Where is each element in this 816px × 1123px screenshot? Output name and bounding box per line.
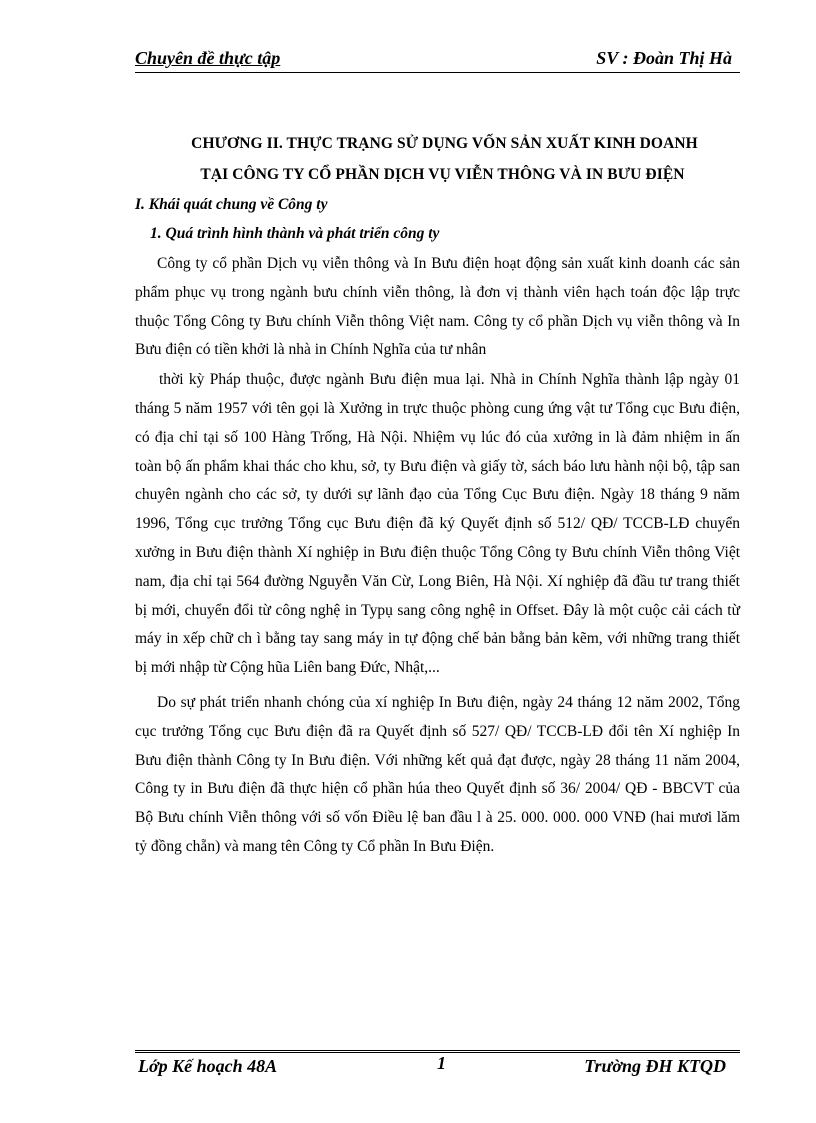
footer-university: Trường ĐH KTQD (584, 1056, 726, 1076)
page-number: 1 (437, 1053, 446, 1073)
chapter-title-line-2: TẠI CÔNG TY CỔ PHẦN DỊCH VỤ VIỄN THÔNG VÀ IN BƯU ĐIỆN (200, 166, 685, 183)
paragraph-3: Do sự phát triển nhanh chóng của xí nghiệp In Bưu điện, ngày 24 tháng 12 năm 2002, Tổng cục trưởng Tổng cục Bưu điện đã ra Quyết định số 527/ QĐ/ TCCB-LĐ đổi tên Xí nghiệp In Bưu điện thành Công ty In Bưu điện. Với những kết quả đạt được, ngày 28 tháng 11 năm 2004, Công ty in Bưu điện đã thực hiện cổ phần húa theo Quyết định số 36/ 2004/ QĐ - BBCVT của Bộ Bưu chính Viễn thông với số vốn Điều lệ ban đầu l à 25. 000. 000. 000 VNĐ (hai mươi lăm tỷ đồng chẵn) và mang tên Công ty Cổ phần In Bưu Điện. (135, 693, 740, 855)
footer-class-name: Lớp Kế hoạch 48A (138, 1056, 278, 1076)
page-header (135, 48, 740, 72)
header-rule (135, 72, 740, 73)
chapter-title (135, 128, 740, 190)
page-footer (135, 1050, 740, 1080)
chapter-title-line-1: CHƯƠNG II. THỰC TRẠNG SỬ DỤNG VỐN SẢN XUẤT KINH DOANH (191, 135, 698, 152)
header-document-type: Chuyên đề thực tập (135, 48, 281, 68)
section-heading: I. Khái quát chung về Công ty (135, 196, 328, 213)
header-student-name: SV : Đoàn Thị Hà (596, 48, 732, 68)
paragraph-1: Công ty cổ phần Dịch vụ viễn thông và In Bưu điện hoạt động sản xuất kinh doanh các sản phẩm phục vụ trong ngành bưu chính viễn thông, là đơn vị thành viên hạch toán độc lập trực thuộc Tổng Công ty Bưu chính Viễn thông Việt nam. Công ty cổ phần Dịch vụ viễn thông và In Bưu điện có tiền khởi là nhà in Chính Nghĩa của tư nhân (135, 255, 740, 359)
paragraph-2: thời kỳ Pháp thuộc, được ngành Bưu điện mua lại. Nhà in Chính Nghĩa thành lập ngày 01 tháng 5 năm 1957 với tên gọi là Xưởng in trực thuộc phòng cung ứng vật tư Tổng cục Bưu điện, có địa chỉ tại số 100 Hàng Trống, Hà Nội. Nhiệm vụ lúc đó của xưởng in là đảm nhiệm in ấn toàn bộ ấn phẩm khai thác cho khu, sở, ty Bưu điện và giấy tờ, sách báo lưu hành nội bộ, tập san chuyên ngành cho các sở, ty dưới sự lãnh đạo của Tổng Cục Bưu điện. Ngày 18 tháng 9 năm 1996, Tổng cục trưởng Tổng cục Bưu điện đã ký Quyết định số 512/ QĐ/ TCCB-LĐ chuyển xưởng in Bưu điện thành Xí nghiệp in Bưu điện thuộc Tổng Công ty Bưu chính Viễn thông Việt nam, địa chỉ tại 564 đường Nguyễn Văn Cừ, Long Biên, Hà Nội. Xí nghiệp đã đầu tư trang thiết bị mới, chuyển đổi từ công nghệ in Typụ sang công nghệ in Offset. Đây là một cuộc cải cách từ máy in xếp chữ ch ì bằng tay sang máy in tự động chế bản bằng bản kẽm, với những trang thiết bị mới nhập từ Cộng hũa Liên bang Đức, Nhật,... (135, 371, 740, 677)
page-body (135, 128, 740, 862)
subsection-heading: 1. Quá trình hình thành và phát triển công ty (150, 225, 440, 242)
